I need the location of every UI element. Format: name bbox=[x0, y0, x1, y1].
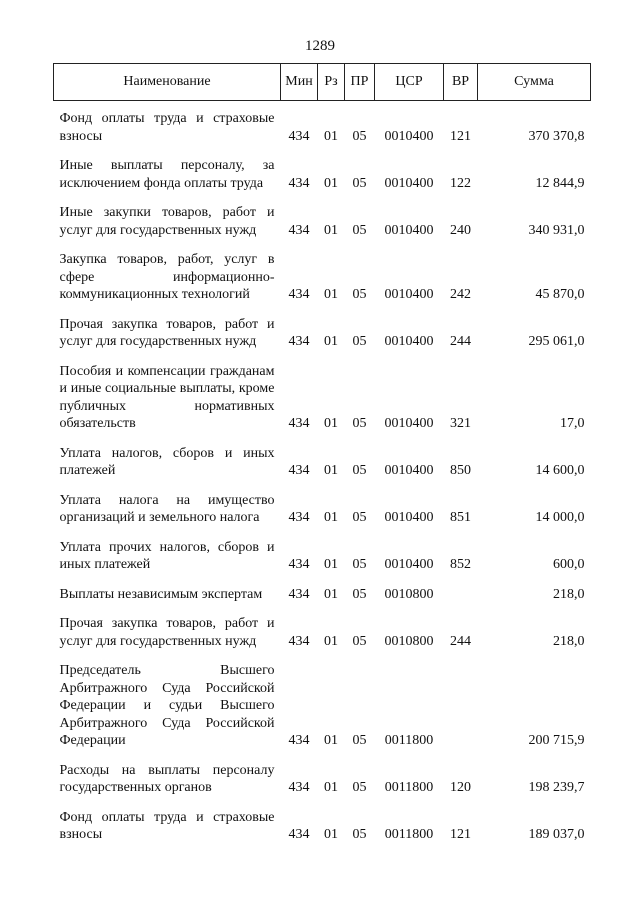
cell-min: 434 bbox=[288, 334, 310, 349]
cell-rz: 01 bbox=[324, 557, 338, 572]
cell-sum: 218,0 bbox=[553, 586, 585, 602]
table-row bbox=[54, 756, 591, 803]
cell-vr: 121 bbox=[450, 128, 471, 144]
cell-min: 434 bbox=[288, 128, 310, 144]
cell-csr: 0011800 bbox=[384, 827, 434, 842]
budget-table bbox=[53, 63, 591, 850]
cell-rz: 01 bbox=[324, 287, 338, 302]
cell-name: Иные закупки товаров, работ и услуг для государственных нужд bbox=[59, 205, 275, 238]
cell-csr: 0010800 bbox=[384, 633, 434, 649]
cell-name: Иные выплаты персоналу, за исключением фонда оплаты труда bbox=[59, 158, 275, 191]
cell-csr: 0010400 bbox=[384, 175, 434, 191]
cell-name: Уплата прочих налогов, сборов и иных платежей bbox=[59, 539, 275, 572]
cell-min: 434 bbox=[288, 287, 310, 302]
table-row bbox=[54, 533, 591, 580]
cell-pr: 05 bbox=[352, 780, 367, 795]
table-row bbox=[54, 310, 591, 357]
cell-name: Уплата налогов, сборов и иных платежей bbox=[59, 445, 275, 478]
header-sum: Сумма bbox=[478, 64, 591, 101]
cell-pr: 05 bbox=[352, 222, 367, 238]
cell-vr: 850 bbox=[450, 463, 471, 478]
cell-min: 434 bbox=[288, 557, 310, 572]
cell-sum: 12 844,9 bbox=[535, 175, 585, 191]
cell-sum: 17,0 bbox=[560, 416, 585, 431]
cell-csr: 0010800 bbox=[384, 586, 434, 602]
cell-rz: 01 bbox=[324, 586, 338, 602]
cell-pr: 05 bbox=[352, 175, 367, 191]
table-row bbox=[54, 357, 591, 439]
cell-sum: 340 931,0 bbox=[528, 222, 585, 238]
cell-csr: 0010400 bbox=[384, 416, 434, 431]
cell-csr: 0010400 bbox=[384, 510, 434, 525]
cell-min: 434 bbox=[288, 586, 310, 602]
cell-rz: 01 bbox=[324, 334, 338, 349]
cell-sum: 198 239,7 bbox=[528, 780, 585, 795]
table-row bbox=[54, 198, 591, 245]
cell-rz: 01 bbox=[324, 175, 338, 191]
cell-vr: 121 bbox=[450, 827, 471, 842]
cell-pr: 05 bbox=[352, 510, 367, 525]
cell-sum: 370 370,8 bbox=[528, 128, 585, 144]
header-min: Мин bbox=[281, 64, 318, 101]
table-row bbox=[54, 101, 591, 152]
cell-csr: 0010400 bbox=[384, 222, 434, 238]
header-pr: ПР bbox=[345, 64, 375, 101]
cell-pr: 05 bbox=[352, 827, 367, 842]
cell-vr: 851 bbox=[450, 510, 471, 525]
cell-min: 434 bbox=[288, 633, 310, 649]
cell-name: Пособия и компенсации гражданам и иные социальные выплаты, кроме публичных нормативных обязательств bbox=[59, 363, 275, 431]
cell-sum: 14 600,0 bbox=[535, 463, 585, 478]
cell-sum: 295 061,0 bbox=[528, 334, 585, 349]
cell-rz: 01 bbox=[324, 633, 338, 649]
cell-pr: 05 bbox=[352, 128, 367, 144]
table-row bbox=[54, 245, 591, 310]
cell-rz: 01 bbox=[324, 222, 338, 238]
cell-csr: 0010400 bbox=[384, 463, 434, 478]
cell-pr: 05 bbox=[352, 463, 367, 478]
cell-name: Фонд оплаты труда и страховые взносы bbox=[59, 809, 275, 842]
table-row bbox=[54, 656, 591, 756]
cell-pr: 05 bbox=[352, 733, 367, 748]
cell-pr: 05 bbox=[352, 633, 367, 649]
table-row bbox=[54, 803, 591, 850]
header-vr: ВР bbox=[444, 64, 478, 101]
cell-sum: 189 037,0 bbox=[528, 827, 585, 842]
cell-vr: 244 bbox=[450, 334, 471, 349]
cell-csr: 0011800 bbox=[384, 780, 434, 795]
table-row bbox=[54, 439, 591, 486]
cell-csr: 0011800 bbox=[384, 733, 434, 748]
cell-rz: 01 bbox=[324, 733, 338, 748]
cell-pr: 05 bbox=[352, 287, 367, 302]
cell-vr bbox=[444, 656, 478, 756]
cell-sum: 14 000,0 bbox=[535, 510, 585, 525]
cell-vr: 120 bbox=[450, 780, 471, 795]
cell-min: 434 bbox=[288, 733, 310, 748]
cell-csr: 0010400 bbox=[384, 334, 434, 349]
cell-min: 434 bbox=[288, 780, 310, 795]
cell-rz: 01 bbox=[324, 827, 338, 842]
cell-csr: 0010400 bbox=[384, 128, 434, 144]
cell-vr: 321 bbox=[450, 416, 471, 431]
cell-name: Закупка товаров, работ, услуг в сфере информационно-коммуникационных технологий bbox=[59, 252, 275, 302]
cell-rz: 01 bbox=[324, 510, 338, 525]
cell-rz: 01 bbox=[324, 416, 338, 431]
cell-sum: 200 715,9 bbox=[528, 733, 585, 748]
cell-min: 434 bbox=[288, 222, 310, 238]
cell-min: 434 bbox=[288, 175, 310, 191]
cell-vr bbox=[444, 580, 478, 610]
header-name: Наименование bbox=[54, 64, 281, 101]
cell-pr: 05 bbox=[352, 557, 367, 572]
cell-vr: 242 bbox=[450, 287, 471, 302]
cell-pr: 05 bbox=[352, 416, 367, 431]
cell-pr: 05 bbox=[352, 586, 367, 602]
cell-vr: 240 bbox=[450, 222, 471, 238]
cell-rz: 01 bbox=[324, 128, 338, 144]
cell-sum: 218,0 bbox=[553, 633, 585, 649]
cell-name: Уплата налога на имущество организаций и земельного налога bbox=[59, 492, 275, 525]
cell-vr: 122 bbox=[450, 175, 471, 191]
cell-vr: 244 bbox=[450, 633, 471, 649]
cell-name: Председатель Высшего Арбитражного Суда Российской Федерации и судьи Высшего Арбитражного Суда Российской Федерации bbox=[59, 663, 275, 748]
table-row bbox=[54, 609, 591, 656]
cell-name: Выплаты независимым экспертам bbox=[59, 586, 263, 602]
cell-vr: 852 bbox=[450, 557, 471, 572]
cell-sum: 45 870,0 bbox=[535, 287, 585, 302]
cell-min: 434 bbox=[288, 416, 310, 431]
page-number: 1289 bbox=[305, 38, 335, 54]
header-rz: Рз bbox=[318, 64, 345, 101]
cell-csr: 0010400 bbox=[384, 557, 434, 572]
cell-rz: 01 bbox=[324, 780, 338, 795]
cell-pr: 05 bbox=[352, 334, 367, 349]
cell-name: Расходы на выплаты персоналу государственных органов bbox=[59, 762, 275, 795]
cell-rz: 01 bbox=[324, 463, 338, 478]
cell-min: 434 bbox=[288, 463, 310, 478]
table-row bbox=[54, 580, 591, 610]
table-row bbox=[54, 486, 591, 533]
cell-name: Фонд оплаты труда и страховые взносы bbox=[59, 111, 275, 144]
cell-min: 434 bbox=[288, 827, 310, 842]
cell-name: Прочая закупка товаров, работ и услуг для государственных нужд bbox=[59, 316, 275, 349]
cell-min: 434 bbox=[288, 510, 310, 525]
table-header-row bbox=[54, 64, 591, 101]
table-row bbox=[54, 151, 591, 198]
cell-sum: 600,0 bbox=[553, 557, 585, 572]
header-csr: ЦСР bbox=[375, 64, 444, 101]
cell-csr: 0010400 bbox=[384, 287, 434, 302]
cell-name: Прочая закупка товаров, работ и услуг для государственных нужд bbox=[59, 616, 275, 649]
